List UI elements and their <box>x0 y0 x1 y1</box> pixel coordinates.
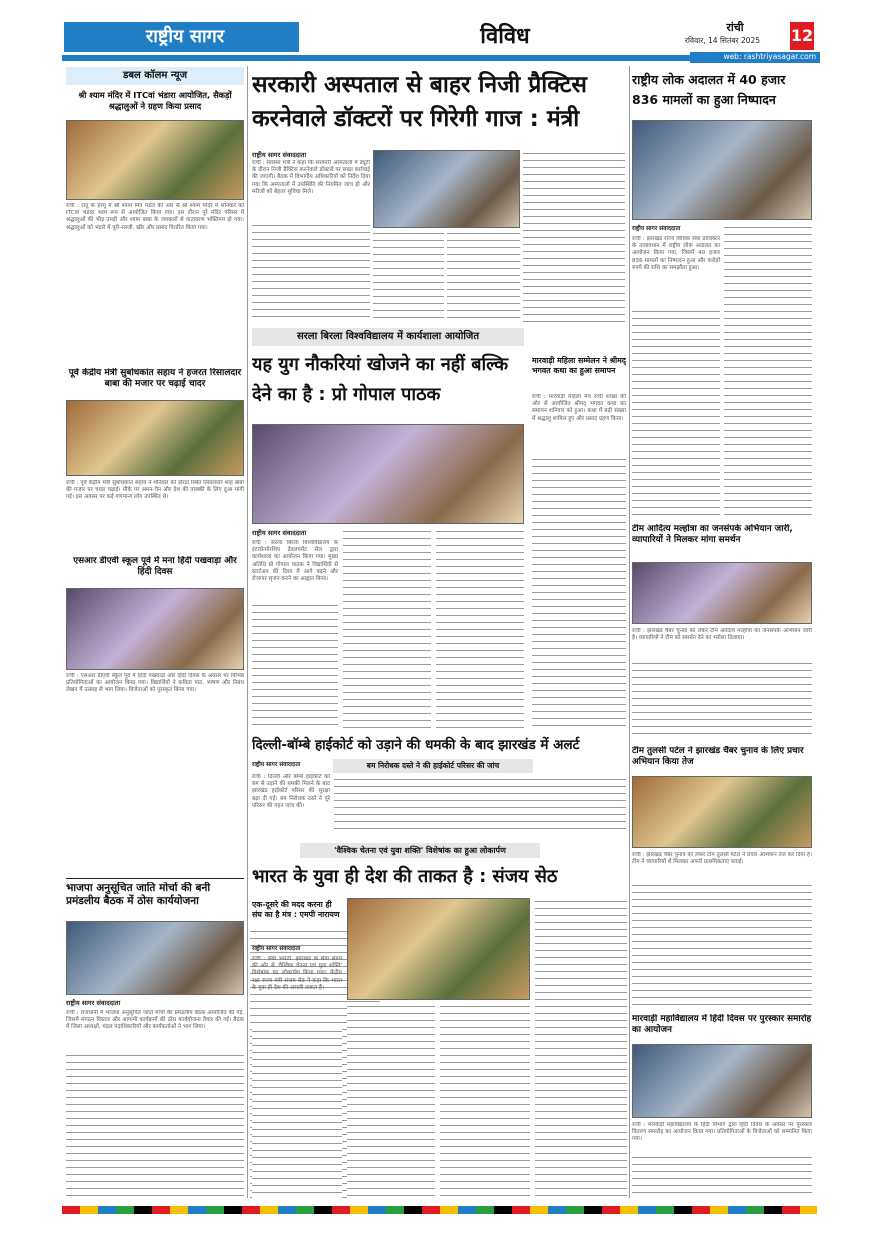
highcourt-headline: दिल्ली-बॉम्बे हाईकोर्ट को उड़ाने की धमकी के बाद झारखंड में अलर्ट <box>252 737 580 753</box>
left-bottom-rule <box>66 878 244 879</box>
lead-text: रांची : स्वास्थ्य मंत्री ने कहा कि सरकारी अस्पतालों में ड्यूटी के दौरान निजी प्रैक्टिस करनेवाले डॉक्टरों पर सख्त कार्रवाई की जाएगी। बैठक में विभागीय अधिकारियों को निर्देश दिया गया कि अस्पतालों में उपस्थिति की नियमित जांच हो और मरीजों को बेहतर सुविधा मिले। <box>252 160 370 195</box>
column-rule-right <box>629 66 630 1198</box>
story4-text: रांची : राजधानी में भाजपा अनुसूचित जाति मोर्चा की प्रमंडलीय बैठक आयोजित की गई, जिसमें संगठन विस्तार और आगामी कार्यक्रमों की ठोस कार्ययोजना तैयार की गई। बैठक में जिला अध्यक्षों, मंडल पदाधिकारियों और कार्यकर्ताओं ने भाग लिया। <box>66 1010 244 1031</box>
hindi-diwas-photo <box>632 1044 812 1118</box>
hindi-diwas-body <box>632 1154 812 1198</box>
team-aditya-photo <box>632 562 812 624</box>
lokadalat-body-col2 <box>724 224 812 518</box>
story2-text: रांची : पूर्व केंद्रीय मंत्री सुबोधकांत सहाय ने शनिवार को डोरंडा स्थित रिसालदार शाह बाबा की मजार पर चादर चढ़ाई। मौके पर अमन-चैन और देश की तरक्की के लिए दुआ मांगी गई। इस अवसर पर कई गणमान्य लोग उपस्थित थे। <box>66 480 244 501</box>
team-tulsi-text: रांची : झारखंड चैंबर चुनाव को लेकर टीम तुलसी पटेल ने प्रचार अभियान तेज कर दिया है। टीम ने व्यापारियों से मिलकर अपनी प्राथमिकताएं बताईं। <box>632 852 812 866</box>
story2-photo <box>66 400 244 476</box>
launch-byline: राष्ट्रीय सागर संवाददाता <box>252 946 301 952</box>
story4-body-columns <box>66 1052 244 1197</box>
story4-photo <box>66 921 244 995</box>
team-aditya-text: रांची : झारखंड चैंबर चुनाव को लेकर टीम आदित्य मल्होत्रा का जनसंपर्क अभियान जारी है। व्यापारियों ने टीम को समर्थन देने का भरोसा दिलाया। <box>632 628 812 642</box>
lead-headline: सरकारी अस्पताल से बाहर निजी प्रैक्टिस करनेवाले डॉक्टरों पर गिरेगी गाज : मंत्री <box>252 72 587 132</box>
lokadalat-body-col1 <box>632 308 720 518</box>
launch-text: रांची : सेवा भारती, झारखंड के सेवा संगम की ओर से 'वैश्विक चेतना एवं युवा शक्ति' विशेषांक का लोकार्पण किया गया। केंद्रीय रक्षा राज्य मंत्री संजय सेठ ने कहा कि भारत के युवा ही देश की असली ताकत हैं। <box>252 956 342 991</box>
mahila-headline: मारवाड़ी महिला सम्मेलन ने श्रीमद् भगवत कथा का हुआ समापन <box>532 356 626 375</box>
university-headline: यह युग नौकरियां खोजने का नहीं बल्कि देने का है : प्रो गोपाल पाठक <box>252 354 509 405</box>
lead-body-col1 <box>252 222 370 322</box>
launch-headline: भारत के युवा ही देश की ताकत है : संजय सेठ <box>252 866 558 887</box>
bottom-color-bar <box>62 1206 817 1214</box>
lead-body-col3 <box>447 230 520 322</box>
page-number: 12 <box>790 22 814 50</box>
lead-photo <box>373 150 520 228</box>
story1-headline: श्री श्याम मंदिर में ITCवां भंडारा आयोजित, सैकड़ों श्रद्धालुओं ने ग्रहण किया प्रसाद <box>78 90 232 111</box>
lokadalat-text: रांची : झारखंड राज्य विधिक सेवा प्राधिकार के तत्वावधान में राष्ट्रीय लोक अदालत का आयोजन किया गया, जिसमें 40 हजार 836 मामलों का निष्पादन हुआ और करोड़ों रुपये की राशि का समझौता हुआ। <box>632 236 720 271</box>
university-body-col2 <box>343 528 431 728</box>
team-aditya-body <box>632 660 812 740</box>
university-kicker: सरला बिरला विश्वविद्यालय में कार्यशाला आयोजित <box>252 328 524 346</box>
story3-photo <box>66 588 244 670</box>
highcourt-body <box>334 776 626 834</box>
newspaper-name: राष्ट्रीय सागर <box>145 26 225 47</box>
story2-headline: पूर्व केंद्रीय मंत्री सुबोधकांत सहाय ने हजरत रिसालदार बाबा की मजार पर चढ़ाई चादर <box>68 368 242 389</box>
launch-body-col2 <box>347 1003 435 1198</box>
team-aditya-headline: टीम आदित्य मल्होत्रा का जनसंपर्क अभियान जारी, व्यापारियों ने मिलकर मांगा समर्थन <box>632 524 793 545</box>
story4-byline: राष्ट्रीय सागर संवाददाता <box>66 999 121 1007</box>
launch-subheadline: एक-दूसरे की मदद करना ही संघ का है मंत्र : एमपी नारायण <box>252 900 340 919</box>
lead-byline: राष्ट्रीय सागर संवाददाता <box>252 151 307 159</box>
story3-headline: एसआर डीएवी स्कूल पूर्व में मना हिंदी पखवाड़ा और हिंदी दिवस <box>73 556 237 577</box>
hindi-diwas-headline: मारवाड़ी महाविद्यालय में हिंदी दिवस पर पुरस्कार समारोह का आयोजन <box>632 1014 812 1035</box>
lokadalat-photo <box>632 120 812 220</box>
section-title: विविध <box>480 24 530 49</box>
hindi-diwas-text: रांची : मारवाड़ी महाविद्यालय के हिंदी विभाग द्वारा हिंदी दिवस के अवसर पर पुरस्कार वितरण समारोह का आयोजन किया गया। प्रतियोगिताओं के विजेताओं को सम्मानित किया गया। <box>632 1122 812 1143</box>
lokadalat-headline: राष्ट्रीय लोक अदालत में 40 हजार 836 मामलों का हुआ निष्पादन <box>632 72 786 107</box>
mahila-body <box>532 456 626 728</box>
university-text: रांची : सरला बिरला विश्वविद्यालय के इंटरप्रेन्योरशिप डेवलपमेंट सेल द्वारा कार्यशाला का आयोजन किया गया। मुख्य अतिथि प्रो गोपाल पाठक ने विद्यार्थियों से स्टार्टअप की दिशा में आगे बढ़ने और रोजगार सृजन करने का आह्वान किया। <box>252 540 338 583</box>
launch-body-col4 <box>535 898 627 1198</box>
story3-text: रांची : एसआर डीएवी स्कूल पूर्व में हिंदी पखवाड़ा और हिंदी दिवस के अवसर पर विभिन्न प्रतियोगिताओं का आयोजन किया गया। विद्यार्थियों ने कविता पाठ, भाषण और निबंध लेखन में उत्साह से भाग लिया। विजेताओं को पुरस्कृत किया गया। <box>66 673 244 694</box>
university-photo <box>252 424 524 524</box>
university-body-col3 <box>436 528 524 728</box>
mahila-text: रांची : मारवाड़ी महिला मंच रांची शाखा की ओर से आयोजित श्रीमद् भगवत कथा का समापन शनिवार को हुआ। कथा में बड़ी संख्या में श्रद्धालु शामिल हुए और प्रसाद ग्रहण किया। <box>532 394 626 422</box>
launch-body-col3 <box>440 1003 530 1198</box>
launch-body-col1 <box>252 1028 342 1198</box>
lokadalat-byline: राष्ट्रीय सागर संवाददाता <box>632 226 681 232</box>
launch-photo <box>347 898 530 1000</box>
team-tulsi-photo <box>632 776 812 848</box>
lead-body-col4 <box>523 150 625 322</box>
story4-headline: भाजपा अनुसूचित जाति मोर्चा की बनी प्रमंडलीय बैठक में ठोस कार्ययोजना <box>66 882 211 907</box>
team-tulsi-body <box>632 882 812 1008</box>
story1-text: रांची : रातू के हरमू में श्री श्याम मित्र मंडल की ओर से श्री श्याम मंदिर में शनिवार को ITCवां भंडारा भव्य रूप से आयोजित किया गया। इस दौरान पूरे मंदिर परिसर में श्रद्धालुओं की भीड़ उमड़ी और श्याम बाबा के जयकारों से वातावरण भक्तिमय हो गया। श्रद्धालुओं को भंडारे में पूरी-सब्जी, खीर और प्रसाद वितरित किया गया। <box>66 203 244 231</box>
university-byline: राष्ट्रीय सागर संवाददाता <box>252 529 307 537</box>
lead-body-col2 <box>373 230 444 322</box>
team-tulsi-headline: टीम तुलसी पटेल ने झारखंड चैंबर चुनाव के लिए प्रचार अभियान किया तेज <box>632 746 804 767</box>
story1-photo <box>66 120 244 200</box>
masthead-city: रांची <box>726 21 744 34</box>
university-body-col1 <box>252 602 338 728</box>
website-url: web: rashtriyasagar.com <box>690 52 820 63</box>
highcourt-byline: राष्ट्रीय सागर संवाददाता <box>252 762 301 768</box>
column-rule-left <box>247 66 248 1198</box>
launch-kicker: 'वैश्विक चेतना एवं युवा शक्ति' विशेषांक का हुआ लोकार्पण <box>300 843 540 858</box>
masthead-date: रविवार, 14 सितंबर 2025 <box>684 36 761 45</box>
highcourt-kicker: बम निरोधक दस्ते ने की हाईकोर्ट परिसर की जांच <box>333 759 533 773</box>
double-column-label: डबल कॉलम न्यूज <box>66 67 244 85</box>
highcourt-text: रांची : दिल्ली और बॉम्बे हाईकोर्ट को बम से उड़ाने की धमकी मिलने के बाद झारखंड हाईकोर्ट परिसर की सुरक्षा बढ़ा दी गई। बम निरोधक दस्ते ने पूरे परिसर की गहन जांच की। <box>252 774 330 809</box>
